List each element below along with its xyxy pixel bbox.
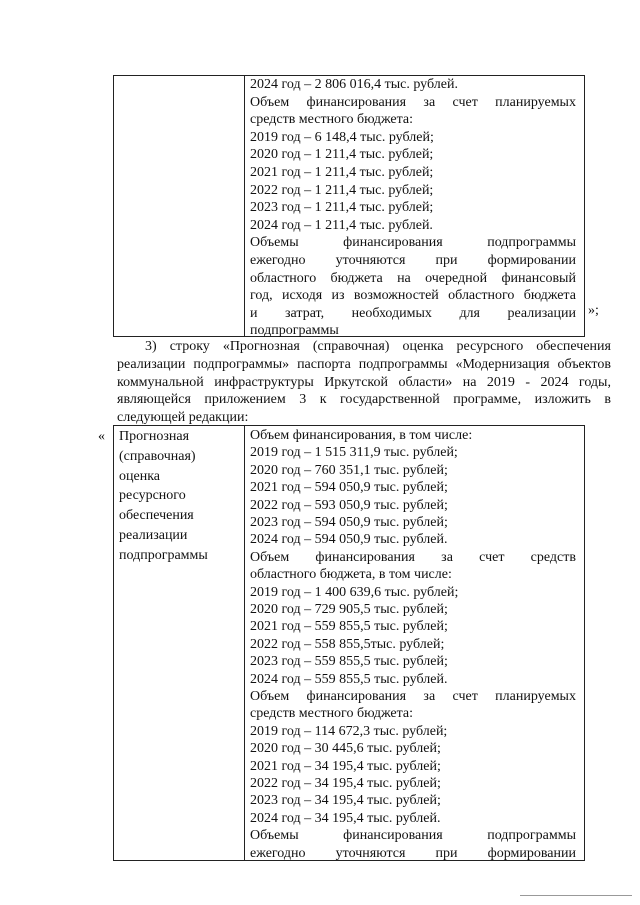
table-text-line: и затрат, необходимых для реализации <box>250 305 576 321</box>
table-text-line: 2020 год – 1 211,4 тыс. рублей; <box>250 147 434 163</box>
paragraph-line: следующей редакции: <box>117 410 249 426</box>
table-1-divider <box>244 75 245 337</box>
table-text-line: Объемы финансирования подпрограммы <box>250 235 576 251</box>
table-text-line: средств местного бюджета: <box>250 706 414 722</box>
paragraph-line: реализации подпрограммы» паспорта подпрограммы «Модернизация объектов <box>117 356 611 372</box>
table-text-line: Объем финансирования за счет планируемых <box>250 689 576 704</box>
table-text-line: 2020 год – 760 351,1 тыс. рублей; <box>250 462 448 478</box>
table-text-line: 2021 год – 594 050,9 тыс. рублей; <box>250 480 448 496</box>
label-line: ресурсного <box>119 488 186 504</box>
table-text-line: средств местного бюджета: <box>250 112 414 128</box>
opening-quote: « <box>98 429 105 444</box>
table-text-line: 2020 год – 30 445,6 тыс. рублей; <box>250 741 441 757</box>
table-text-line: год, исходя из возможностей областного бюджета <box>250 288 576 304</box>
table-text-line: Объемы финансирования подпрограммы <box>250 828 576 844</box>
label-line: оценка <box>119 468 161 484</box>
table-text-line: 2019 год – 6 148,4 тыс. рублей; <box>250 129 434 145</box>
table-text-line: 2022 год – 593 050,9 тыс. рублей; <box>250 497 448 513</box>
table-text-line: ежегодно уточняются при формировании <box>250 253 576 268</box>
table-text-line: 2024 год – 1 211,4 тыс. рублей. <box>250 217 433 233</box>
table-text-line: 2021 год – 1 211,4 тыс. рублей; <box>250 165 434 180</box>
label-line: подпрограммы <box>119 547 208 563</box>
table-text-line: 2019 год – 114 672,3 тыс. рублей; <box>250 723 448 739</box>
table-text-line: Объем финансирования за счет планируемых <box>250 94 576 110</box>
paragraph-line: коммунальной инфраструктуры Иркутской области» на 2019 - 2024 годы, <box>117 374 611 390</box>
table-text-line: 2023 год – 34 195,4 тыс. рублей; <box>250 793 441 809</box>
label-line: обеспечения <box>119 508 194 524</box>
table-text-line: 2022 год – 1 211,4 тыс. рублей; <box>250 182 434 198</box>
table-text-line: 2023 год – 559 855,5 тыс. рублей; <box>250 654 448 670</box>
paragraph-line: являющейся приложением 3 к государственной программе, изложить в <box>117 392 611 408</box>
table-text-line: 2022 год – 34 195,4 тыс. рублей; <box>250 776 441 791</box>
label-line: (справочная) <box>119 448 196 464</box>
table-text-line: 2021 год – 559 855,5 тыс. рублей; <box>250 619 448 635</box>
page-edge-rule <box>520 895 632 896</box>
label-line: Прогнозная <box>119 429 190 444</box>
table-text-line: 2024 год – 594 050,9 тыс. рублей. <box>250 532 448 548</box>
table-text-line: 2024 год – 34 195,4 тыс. рублей. <box>250 810 441 826</box>
closing-quote: »; <box>588 303 599 318</box>
table-text-line: 2019 год – 1 515 311,9 тыс. рублей; <box>250 445 458 461</box>
table-text-line: 2024 год – 2 806 016,4 тыс. рублей. <box>250 77 458 92</box>
table-text-line: 2020 год – 729 905,5 тыс. рублей; <box>250 602 448 617</box>
table-text-line: 2024 год – 559 855,5 тыс. рублей. <box>250 671 448 687</box>
table-text-line: 2023 год – 594 050,9 тыс. рублей; <box>250 515 448 530</box>
table-text-line: подпрограммы <box>250 323 339 339</box>
table-text-line: 2021 год – 34 195,4 тыс. рублей; <box>250 758 441 774</box>
table-text-line: областного бюджета, в том числе: <box>250 567 452 583</box>
table-text-line: 2019 год – 1 400 639,6 тыс. рублей; <box>250 584 459 600</box>
table-text-line: 2023 год – 1 211,4 тыс. рублей; <box>250 200 434 216</box>
table-text-line: Объем финансирования, в том числе: <box>250 428 473 443</box>
label-line: реализации <box>119 528 188 543</box>
paragraph-line: 3) строку «Прогнозная (справочная) оценка ресурсного обеспечения <box>145 339 611 354</box>
table-2-divider <box>244 425 245 861</box>
table-text-line: Объем финансирования за счет средств <box>250 549 576 565</box>
table-text-line: ежегодно уточняются при формировании <box>250 845 576 861</box>
table-text-line: областного бюджета на очередной финансовый <box>250 270 576 286</box>
table-text-line: 2022 год – 558 855,5тыс. рублей; <box>250 636 445 652</box>
